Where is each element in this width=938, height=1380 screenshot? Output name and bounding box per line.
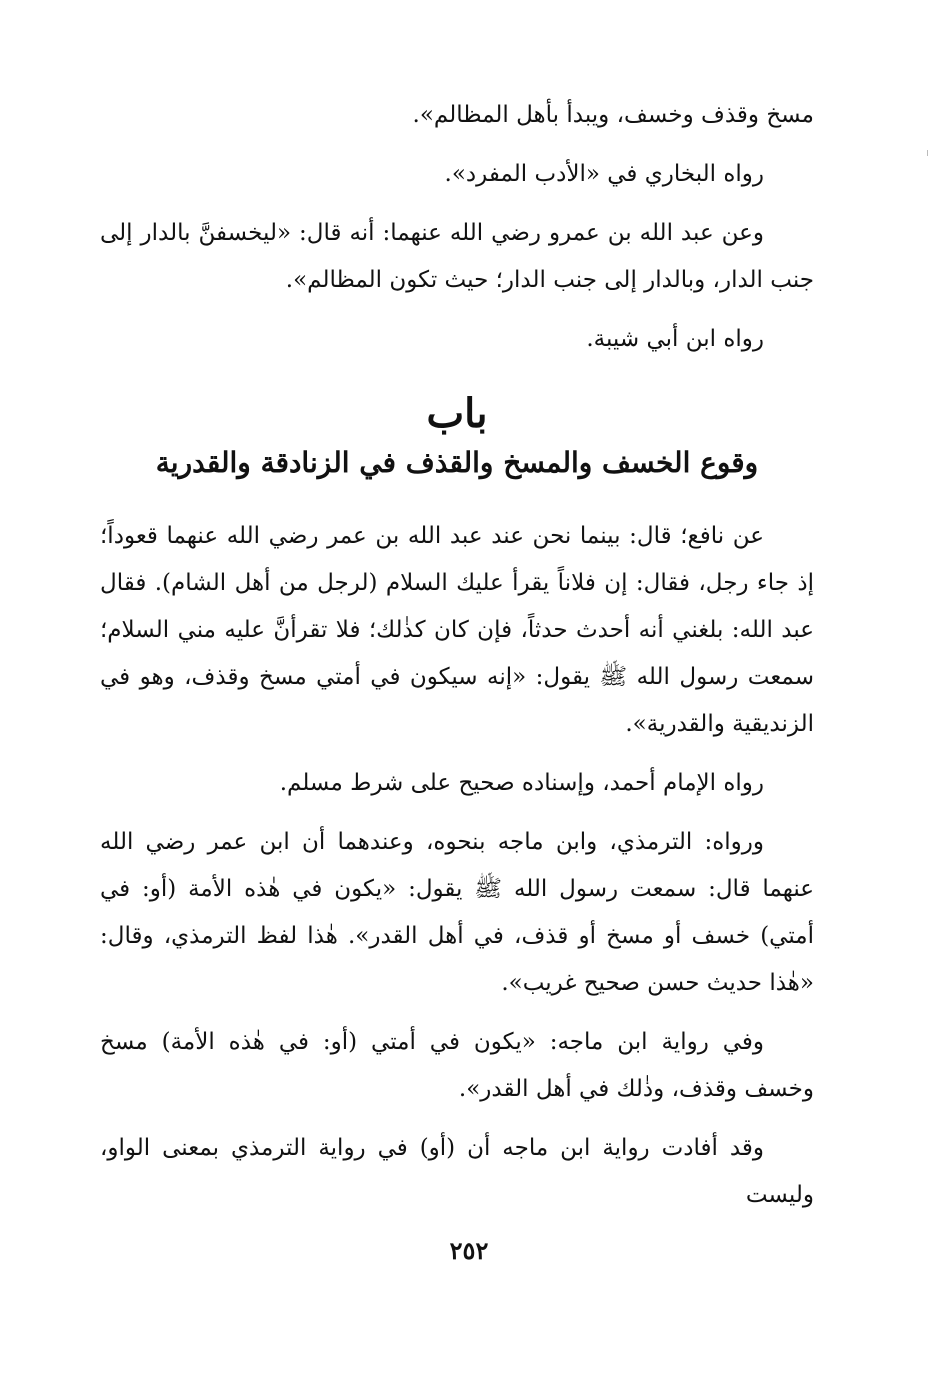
text-paragraph-commentary: وقد أفادت رواية ابن ماجه أن (أو) في رواية الترمذي بمعنى الواو، وليست [100, 1135, 814, 1208]
chapter-title: وقوع الخسف والمسخ والقذف في الزنادقة والقدرية [155, 446, 759, 479]
text-paragraph-hadith: عن نافع؛ قال: بينما نحن عند عبد الله بن عمر رضي الله عنهما قعوداً؛ إذ جاء رجل، فقال: إن فلاناً يقرأ عليك السلام (لرجل من أهل الشام). فقال عبد الله: بلغني أنه أحدث حدثاً، فإن كان كذٰلك؛ فلا تقرأنَّ عليه مني السلام؛ سمعت رسول الله ﷺ يقول: «إنه سيكون في أمتي مسخ وقذف، وهو في الزنديقية والقدرية». [100, 523, 814, 737]
page-body [100, 92, 814, 1231]
text-paragraph-citation: رواه ابن أبي شيبة. [586, 326, 764, 352]
page-number: ٢٥٢ [449, 1236, 489, 1265]
text-paragraph-citation: رواه البخاري في «الأدب المفرد». [444, 161, 764, 187]
text-paragraph-hadith: ورواه: الترمذي، وابن ماجه بنحوه، وعندهما أن ابن عمر رضي الله عنهما قال: سمعت رسول الله ﷺ يقول: «يكون في هٰذه الأمة (أو: في أمتي) خسف أو مسخ أو قذف، في أهل القدر». هٰذا لفظ الترمذي، وقال: «هٰذا حديث حسن صحيح غريب». [100, 829, 814, 996]
scan-edge-mark [927, 150, 928, 156]
text-paragraph-continuation: مسخ وقذف وخسف، ويبدأ بأهل المظالم». [412, 102, 814, 128]
chapter-heading-word: باب [426, 390, 488, 437]
text-paragraph-citation: رواه الإمام أحمد، وإسناده صحيح على شرط مسلم. [279, 770, 764, 796]
text-paragraph-hadith: وعن عبد الله بن عمرو رضي الله عنهما: أنه قال: «ليخسفنَّ بالدار إلى جنب الدار، وبالدار إلى جنب الدار؛ حيث تكون المظالم». [100, 220, 814, 293]
text-paragraph-hadith: وفي رواية ابن ماجه: «يكون في أمتي (أو: في هٰذه الأمة) مسخ وخسف وقذف، وذٰلك في أهل القدر». [100, 1029, 814, 1102]
